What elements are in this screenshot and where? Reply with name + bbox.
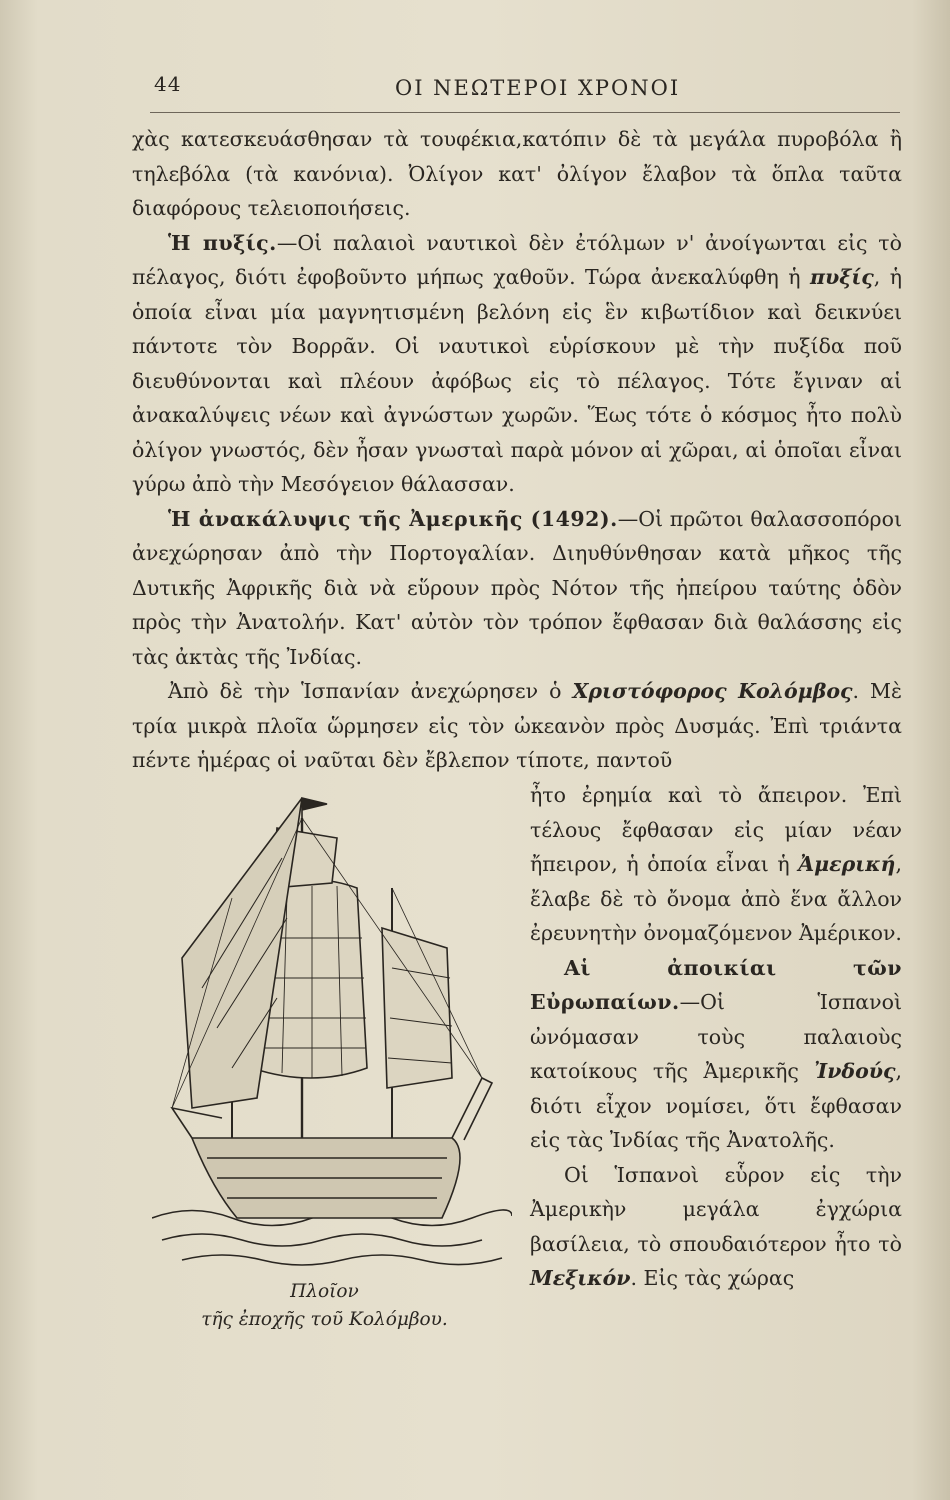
paragraph-text: , διότι εἶχον νομίσει, ὅτι ἔφθασαν εἰς τὰς Ἰνδίας τῆς Ἀνατολῆς. (530, 1059, 902, 1152)
paragraph-mexico (530, 1158, 902, 1296)
paragraph-text: Οἱ Ἱσπανοὶ εὗρον εἰς τὴν Ἀμερικὴν μεγάλα ἐγχώρια βασίλεια, τὸ σπουδαιότερον ἦτο τὸ (530, 1162, 902, 1256)
emphasis-mexico: Μεξικόν (530, 1266, 631, 1290)
paragraph-america (530, 778, 902, 951)
right-column-text (530, 778, 902, 1296)
paragraph-text: —Οἱ Ἱσπανοὶ ὠνόμασαν τοὺς παλαιοὺς κατοίκους τῆς Ἀμερικῆς (530, 990, 902, 1083)
paragraph-text: . Μὲ τρία μικρὰ πλοῖα ὥρμησεν εἰς τὸν ὠκεανὸν πρὸς Δυσμάς. Ἐπὶ τριάντα πέντε ἡμέρας οἱ ναῦται δὲν ἔβλεπον τίποτε, παντοῦ (132, 679, 902, 772)
caption-line: Πλοῖον (290, 1281, 359, 1302)
paragraph-text: —Οἱ παλαιοὶ ναυτικοὶ δὲν ἐτόλμων ν' ἀνοίγωνται εἰς τὸ πέλαγος, διότι ἐφοβοῦντο μήπως χαθοῦν. Τώρα ἀνεκαλύφθη ἡ (132, 230, 902, 289)
paragraph-text: , ἔλαβε δὲ τὸ ὄνομα ἀπὸ ἕνα ἄλλον ἐρευνητὴν ὀνομαζόμενον Ἀμέρικον. (530, 852, 902, 945)
emphasis-indians: Ἰνδούς (814, 1059, 896, 1083)
page-header (150, 72, 890, 108)
emphasis-america: Ἀμερική (798, 852, 896, 876)
figure-caption (132, 1278, 517, 1334)
section-heading-discovery: Ἡ ἀνακάλυψις τῆς Ἀμερικῆς (1492). (168, 506, 618, 531)
paragraph-text: . Εἰς τὰς χώρας (630, 1266, 795, 1290)
paragraph-discovery (132, 502, 902, 675)
paragraph-colonies (530, 951, 902, 1158)
caption-line: τῆς ἐποχῆς τοῦ Κολόμβου. (201, 1309, 448, 1330)
sailing-ship-illustration (152, 778, 512, 1278)
running-title: ΟΙ ΝΕΩΤΕΡΟΙ ΧΡΟΝΟΙ (395, 76, 681, 100)
paragraph-compass (132, 226, 902, 502)
paragraph-text: , ἡ ὁποία εἶναι μία μαγνητισμένη βελόνη εἰς ἓν κιβωτίδιον καὶ δεικνύει πάντοτε τὸν Βορρᾶν. Οἱ ναυτικοὶ εὑρίσκουν μὲ τὴν πυξίδα ποῦ διευθύνονται καὶ πλέουν ἀφόβως εἰς τὸ πέλαγος. Τότε ἔγιναν αἱ ἀνακαλύψεις νέων καὶ ἀγνώστων χωρῶν. Ἕως τότε ὁ κόσμος ἦτο πολὺ ὀλίγον γνωστός, δὲν ἦσαν γνωσταὶ παρὰ μόνον αἱ χῶραι, αἱ ὁποῖαι εἶναι γύρω ἀπὸ τὴν Μεσόγειον θάλασσαν. (132, 265, 902, 496)
emphasis-columbus: Χριστόφορος Κολόμβος (572, 679, 853, 703)
header-rule (150, 112, 900, 113)
figure (132, 778, 517, 1358)
paragraph-columbus (132, 674, 902, 778)
paragraph-text: Ἀπὸ δὲ τὴν Ἱσπανίαν ἀνεχώρησεν ὁ (168, 679, 573, 703)
page-number: 44 (154, 72, 182, 96)
section-heading-colonies: Αἱ ἀποικίαι τῶν Εὐρωπαίων. (530, 955, 902, 1014)
paragraph-text: ἦτο ἐρημία καὶ τὸ ἄπειρον. Ἐπὶ τέλους ἔφθασαν εἰς μίαν νέαν ἤπειρον, ἡ ὁποία εἶναι ἡ (530, 783, 902, 876)
main-text (132, 122, 902, 778)
paragraph-text: —Οἱ πρῶτοι θαλασσοπόροι ἀνεχώρησαν ἀπὸ τὴν Πορτογαλίαν. Διηυθύνθησαν κατὰ μῆκος τῆς Δυτικῆς Ἀφρικῆς διὰ νὰ εὕρουν πρὸς Νότον τῆς ἠπείρου ταύτης ὁδὸν πρὸς τὴν Ἀνατολήν. Κατ' αὐτὸν τὸν τρόπον ἔφθασαν διὰ θαλάσσης εἰς τὰς ἀκτὰς τῆς Ἰνδίας. (132, 506, 902, 669)
paragraph-text: χὰς κατεσκευάσθησαν τὰ τουφέκια,κατόπιν δὲ τὰ μεγάλα πυροβόλα ἢ τηλεβόλα (τὰ κανόνια). Ὀλίγον κατ' ὀλίγον ἔλαβον τὰ ὅπλα ταῦτα διαφόρους τελειοποιήσεις. (132, 127, 902, 220)
paragraph-firearms (132, 122, 902, 226)
section-heading-compass: Ἡ πυξίς. (168, 230, 277, 255)
emphasis-compass: πυξίς (809, 265, 874, 289)
